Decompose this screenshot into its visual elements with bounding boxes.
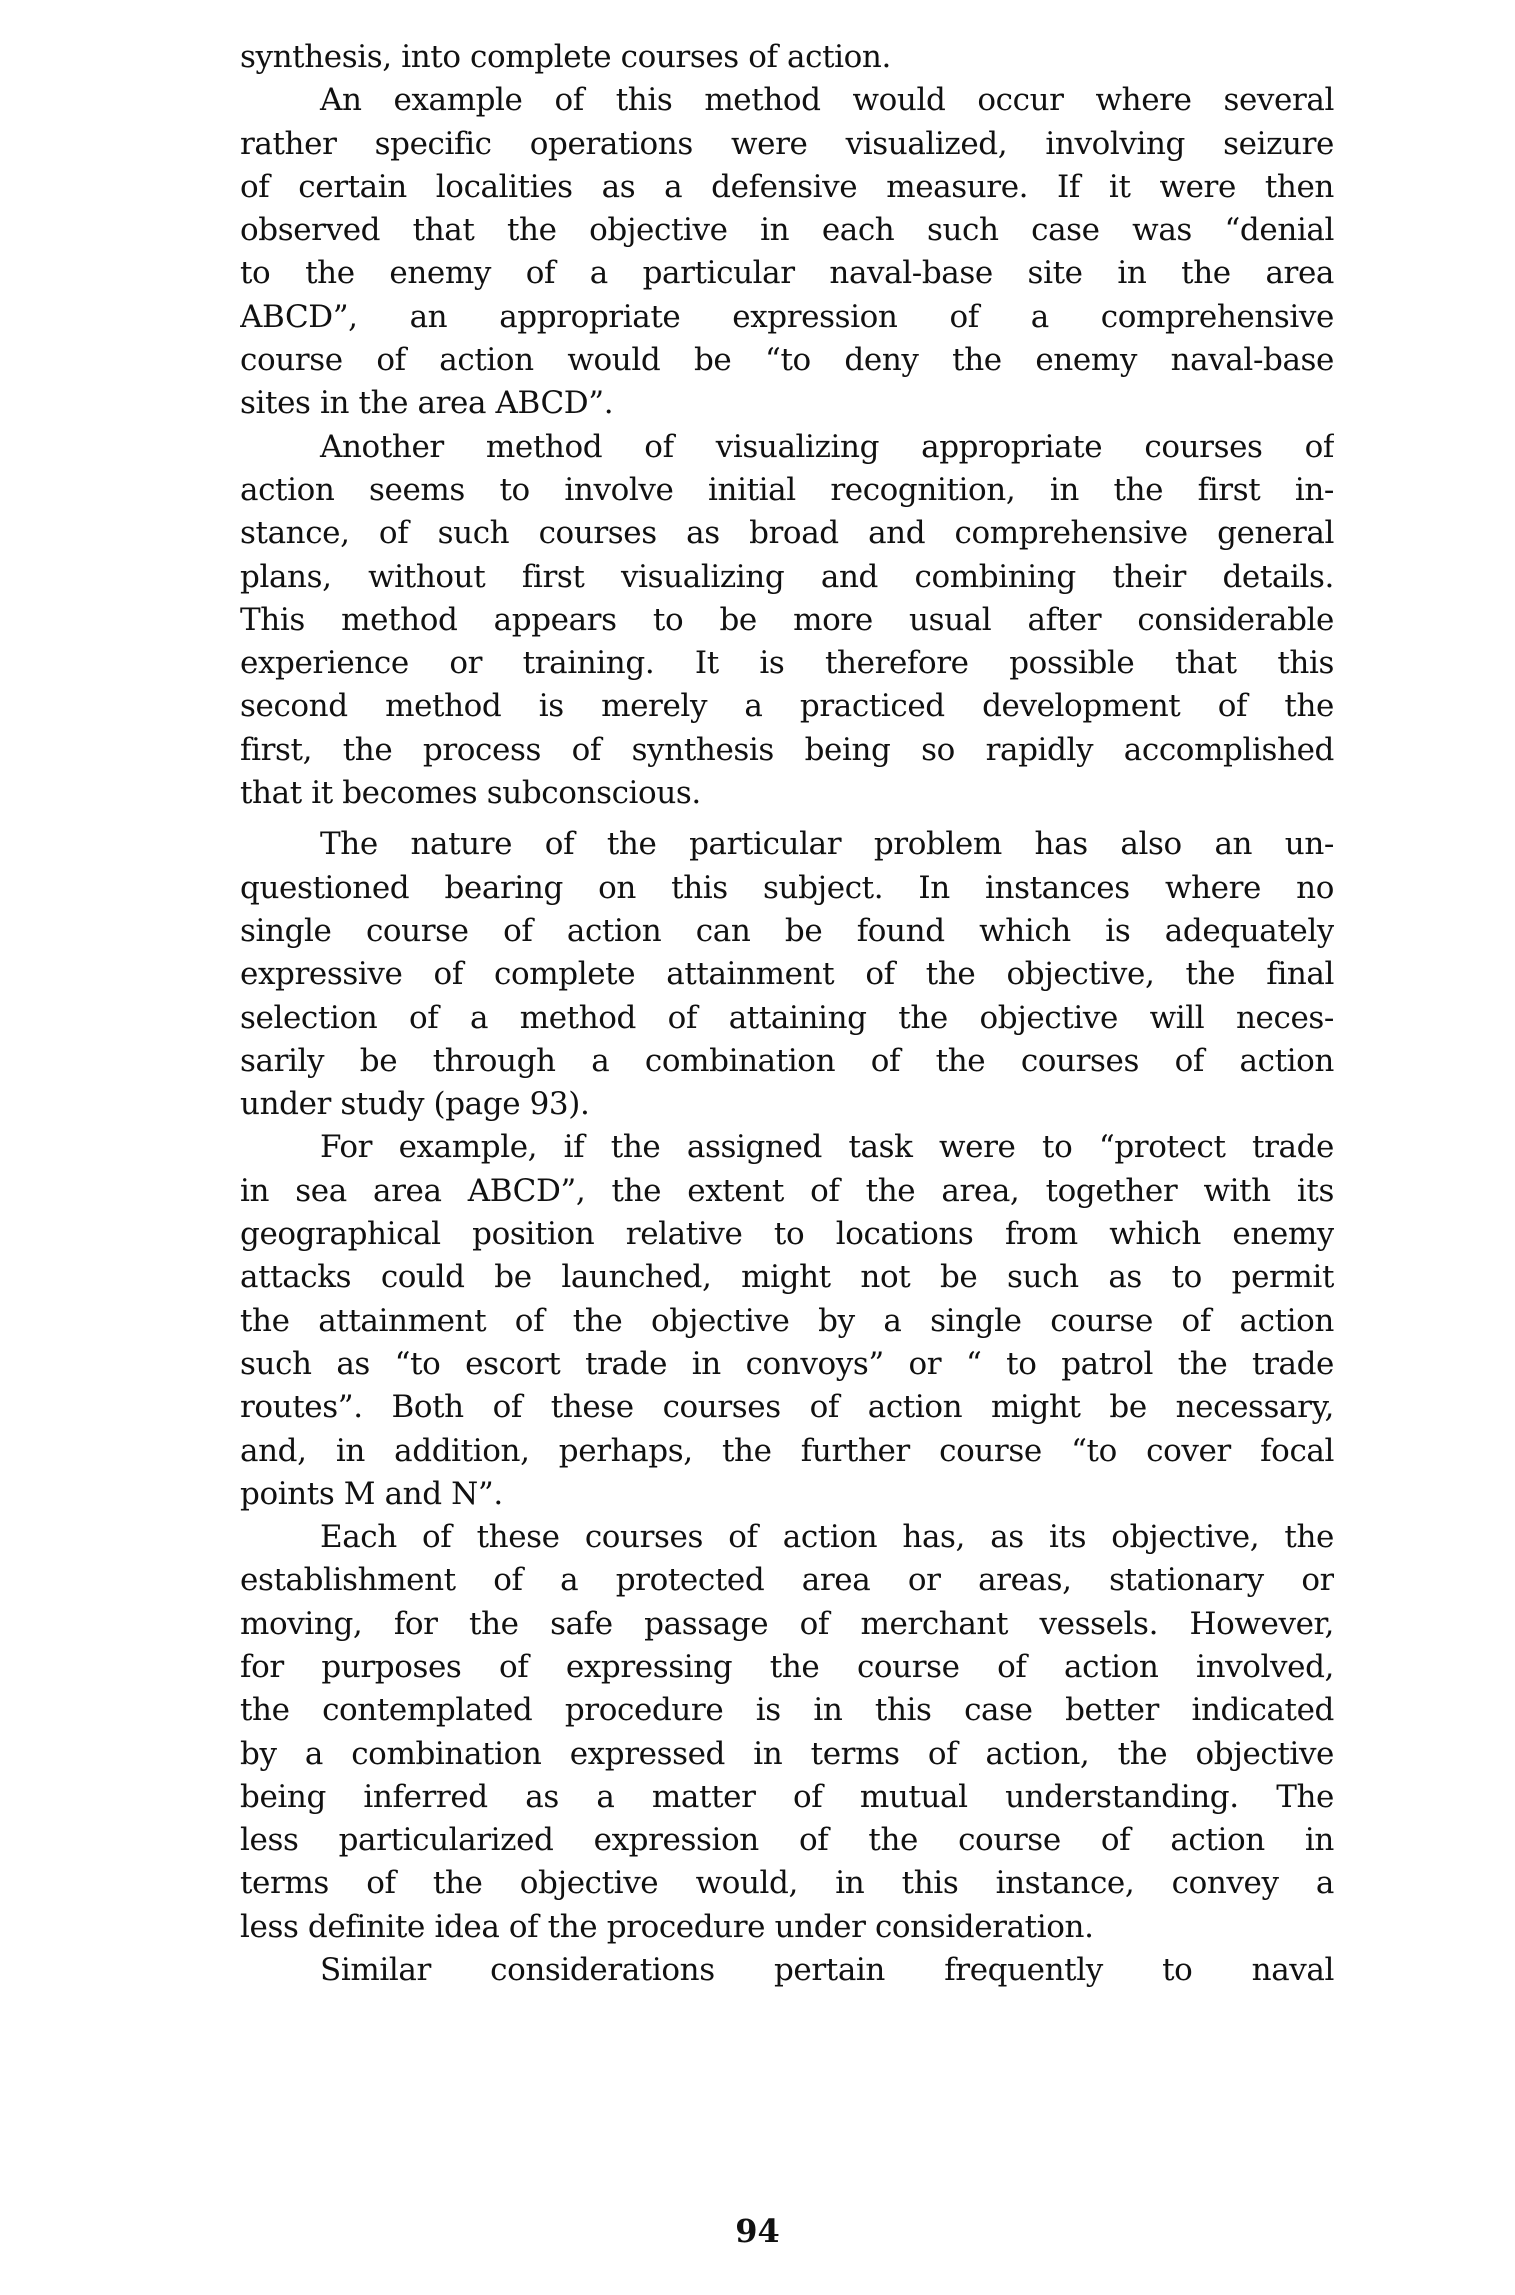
text-line: The nature of the particular problem has also an un-	[320, 826, 1334, 863]
text-line: moving, for the safe passage of merchant vessels. However,	[240, 1605, 1334, 1642]
text-line: attacks could be launched, might not be such as to permit	[240, 1259, 1334, 1296]
text-line: such as “to escort trade in convoys” or “ to patrol the trade	[240, 1345, 1334, 1382]
text-line: first, the process of synthesis being so rapidly accomplished	[240, 731, 1334, 768]
text-line: geographical position relative to locations from which enemy	[240, 1216, 1334, 1253]
text-line: plans, without first visualizing and combining their details.	[240, 558, 1334, 595]
paragraph	[240, 1949, 1334, 1992]
text-line: routes”. Both of these courses of action might be necessary,	[240, 1389, 1334, 1426]
paragraph-gap	[240, 815, 1334, 823]
text-line: establishment of a protected area or areas, stationary or	[240, 1562, 1334, 1599]
text-line: the contemplated procedure is in this case better indicated	[240, 1692, 1334, 1729]
page-body	[240, 36, 1334, 1992]
paragraph	[240, 1516, 1334, 1949]
text-line: less definite idea of the procedure under consideration.	[240, 1908, 1094, 1945]
text-line: Another method of visualizing appropriate courses of	[320, 428, 1334, 465]
text-line: second method is merely a practiced development of the	[240, 688, 1334, 725]
text-line: questioned bearing on this subject. In instances where no	[240, 869, 1334, 906]
paragraph	[240, 36, 1334, 79]
text-line: of certain localities as a defensive measure. If it were then	[240, 168, 1334, 205]
text-line: action seems to involve initial recognition, in the first in-	[240, 471, 1334, 508]
text-line: synthesis, into complete courses of action.	[240, 39, 891, 75]
text-line: selection of a method of attaining the objective will neces-	[240, 999, 1334, 1036]
text-line: and, in addition, perhaps, the further course “to cover focal	[240, 1432, 1334, 1469]
text-line: This method appears to be more usual after considerable	[240, 601, 1334, 638]
text-line: ABCD”, an appropriate expression of a comprehensive	[240, 298, 1334, 335]
paragraph	[240, 823, 1334, 1126]
paragraph	[240, 426, 1334, 816]
text-line: by a combination expressed in terms of action, the objective	[240, 1735, 1334, 1772]
text-line: stance, of such courses as broad and comprehensive general	[240, 515, 1334, 552]
text-line: sarily be through a combination of the courses of action	[240, 1042, 1334, 1079]
text-line: rather specific operations were visualized, involving seizure	[240, 125, 1334, 162]
text-line: sites in the area ABCD”.	[240, 385, 614, 422]
text-line: single course of action can be found which is adequately	[240, 912, 1334, 949]
page-number: 94	[735, 2212, 780, 2250]
text-line: to the enemy of a particular naval-base site in the area	[240, 255, 1334, 292]
text-line: experience or training. It is therefore possible that this	[240, 645, 1334, 682]
text-line: For example, if the assigned task were to “protect trade	[320, 1129, 1334, 1166]
text-line: points M and N”.	[240, 1475, 503, 1512]
text-line: Similar considerations pertain frequently to naval	[320, 1952, 1334, 1989]
text-line: under study (page 93).	[240, 1086, 590, 1123]
text-line: that it becomes subconscious.	[240, 775, 701, 812]
text-line: in sea area ABCD”, the extent of the area, together with its	[240, 1172, 1334, 1209]
text-line: being inferred as a matter of mutual understanding. The	[240, 1778, 1334, 1815]
text-line: An example of this method would occur where several	[320, 82, 1334, 119]
text-line: terms of the objective would, in this instance, convey a	[240, 1865, 1334, 1902]
text-line: course of action would be “to deny the enemy naval-base	[240, 342, 1334, 379]
text-line: the attainment of the objective by a single course of action	[240, 1302, 1334, 1339]
text-line: for purposes of expressing the course of action involved,	[240, 1648, 1334, 1685]
text-line: observed that the objective in each such case was “denial	[240, 212, 1334, 249]
paragraph	[240, 79, 1334, 425]
text-line: less particularized expression of the course of action in	[240, 1822, 1334, 1859]
paragraph	[240, 1126, 1334, 1516]
text-line: Each of these courses of action has, as its objective, the	[320, 1519, 1334, 1556]
text-line: expressive of complete attainment of the objective, the final	[240, 956, 1334, 993]
